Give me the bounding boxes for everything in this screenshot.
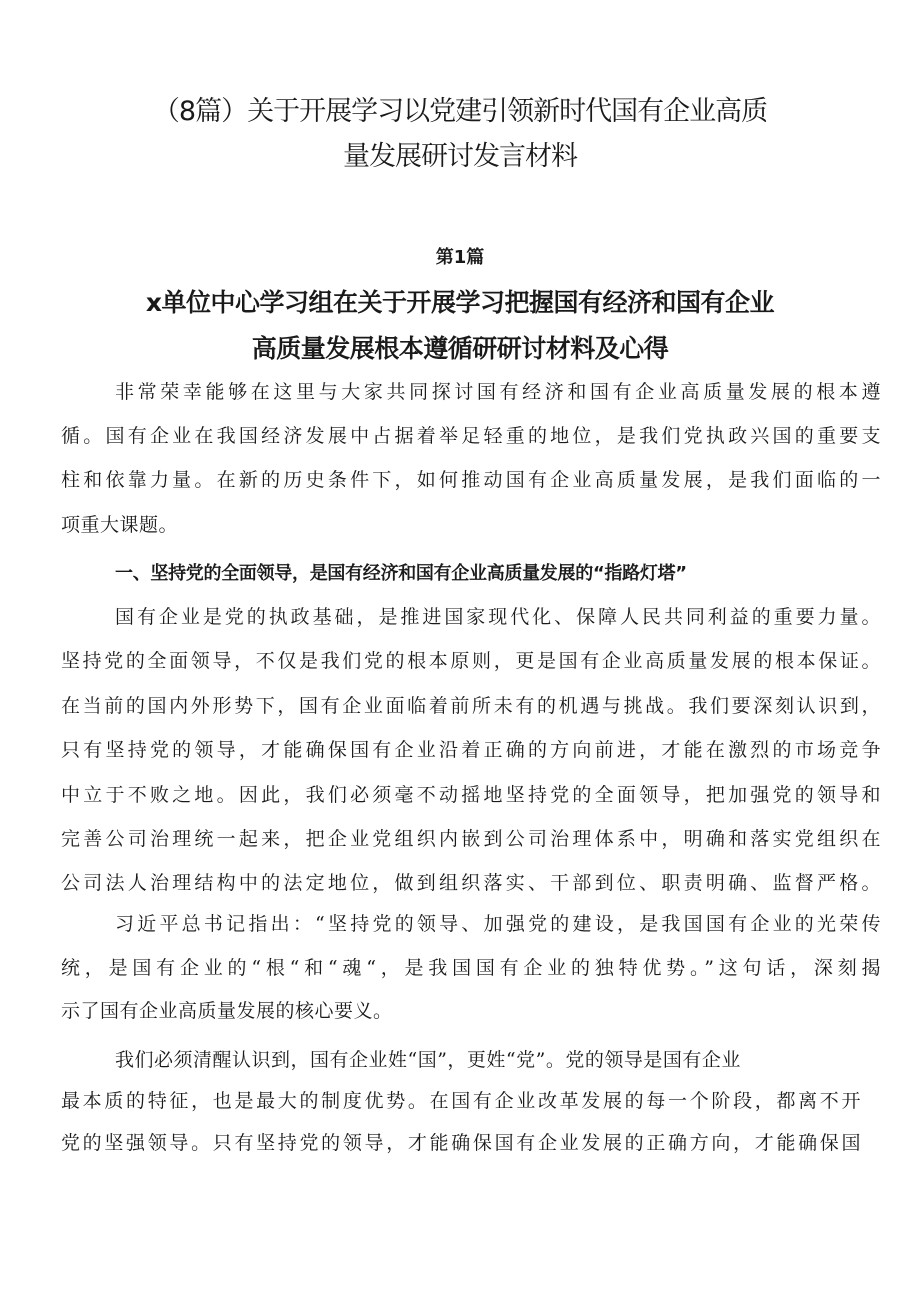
paragraph-3-line-1: 习近平总书记指出：“坚持党的领导、加强党的建设，是我国国有企业的光荣传 <box>115 913 881 935</box>
paragraph-1-line-3: 柱和依靠力量。在新的历史条件下，如何推动国有企业高质量发展，是我们面临的一 <box>61 469 881 491</box>
document-title-line-1: （8篇）关于开展学习以党建引领新时代国有企业高质 <box>152 96 768 127</box>
paragraph-2-line-7: 公司法人治理结构中的法定地位，做到组织落实、干部到位、职责明确、监督严格。 <box>61 872 881 894</box>
section-title-line-1: x单位中心学习组在关于开展学习把握国有经济和国有企业 <box>145 288 775 317</box>
paragraph-2-line-5: 中立于不败之地。因此，我们必须毫不动摇地坚持党的全面领导，把加强党的领导和 <box>61 784 881 806</box>
section-heading-1: 一、坚持党的全面领导，是国有经济和国有企业高质量发展的“指路灯塔” <box>115 563 687 584</box>
paragraph-2-line-2: 坚持党的全面领导，不仅是我们党的根本原则，更是国有企业高质量发展的根本保证。 <box>61 650 881 672</box>
paragraph-1-line-2: 循。国有企业在我国经济发展中占据着举足轻重的地位，是我们党执政兴国的重要支 <box>61 425 881 447</box>
paragraph-2-line-1: 国有企业是党的执政基础，是推进国家现代化、保障人民共同利益的重要力量。 <box>115 606 881 628</box>
paragraph-2-line-3: 在当前的国内外形势下，国有企业面临着前所未有的机遇与挑战。我们要深刻认识到， <box>61 695 881 717</box>
paragraph-1-line-1: 非常荣幸能够在这里与大家共同探讨国有经济和国有企业高质量发展的根本遵 <box>115 381 881 403</box>
paragraph-1-line-4: 项重大课题。 <box>61 514 179 536</box>
paragraph-3-line-2: 统，是国有企业的“根“和“魂“，是我国国有企业的独特优势。”这句话，深刻揭 <box>61 957 881 979</box>
paragraph-4-line-2: 最本质的特征，也是最大的制度优势。在国有企业改革发展的每一个阶段，都离不开 <box>61 1090 861 1112</box>
section-number: 第1篇 <box>435 247 485 268</box>
section-title-line-2: 高质量发展根本遵循研研讨材料及心得 <box>251 334 669 363</box>
paragraph-4-line-3: 党的坚强领导。只有坚持党的领导，才能确保国有企业发展的正确方向，才能确保国 <box>61 1132 861 1154</box>
paragraph-3-line-3: 示了国有企业高质量发展的核心要义。 <box>61 1000 393 1022</box>
paragraph-2-line-6: 完善公司治理统一起来，把企业党组织内嵌到公司治理体系中，明确和落实党组织在 <box>61 828 881 850</box>
paragraph-2-line-4: 只有坚持党的领导，才能确保国有企业沿着正确的方向前进，才能在激烈的市场竞争 <box>61 739 881 761</box>
paragraph-4-line-1: 我们必须清醒认识到，国有企业姓“国”，更姓“党”。党的领导是国有企业 <box>115 1049 741 1071</box>
document-title-line-2: 量发展研讨发言材料 <box>343 141 577 172</box>
